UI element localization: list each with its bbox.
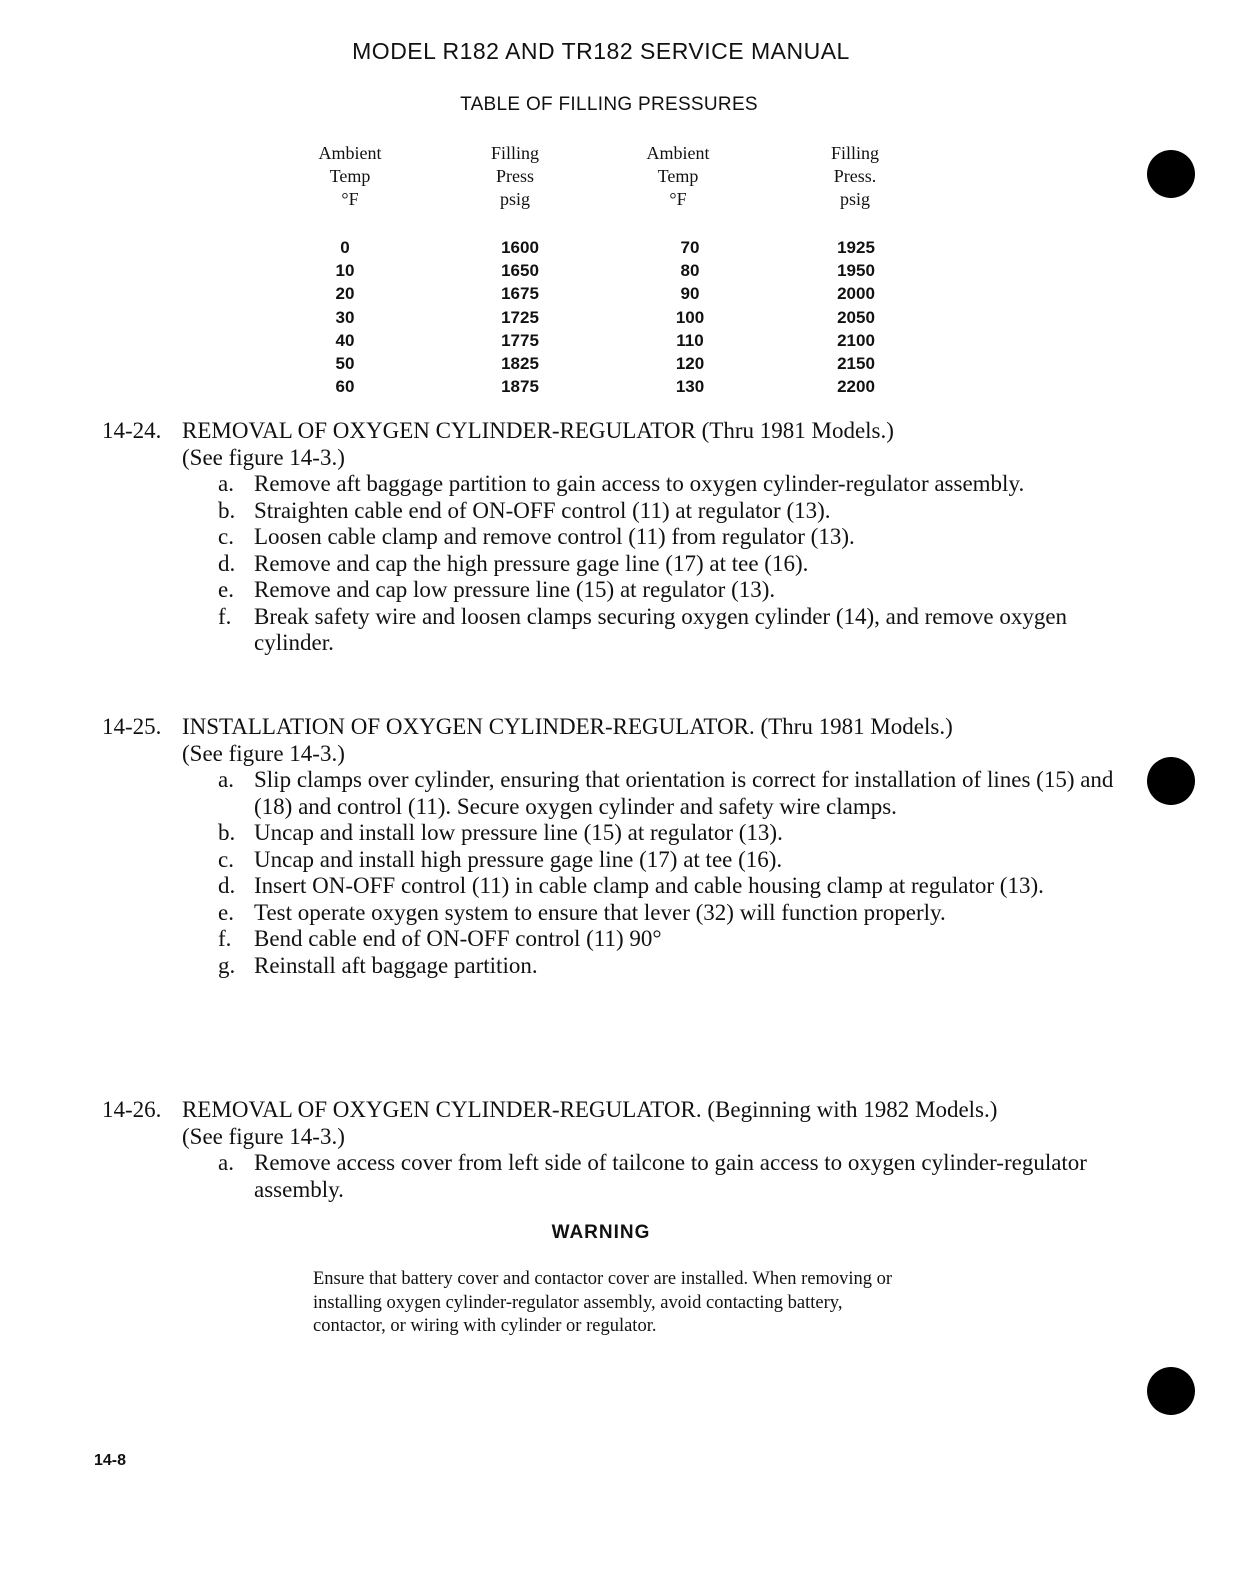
section-number: 14-25. [102,714,162,739]
table-cell: 0 [340,238,350,257]
table-cell: 1925 [837,238,875,257]
table-cell: 80 [680,261,700,281]
section-number: 14-26. [102,1097,162,1122]
table-cell: 10 [335,261,355,281]
step-text: Remove and cap low pressure line (15) at regulator (13). [254,577,776,602]
table-cell: 1650 [501,261,539,281]
table-cell: 2050 [837,307,875,327]
procedure-steps [102,767,1142,979]
section-title: REMOVAL OF OXYGEN CYLINDER-REGULATOR. (Beginning with 1982 Models.) [182,1097,998,1122]
step-text: Test operate oxygen system to ensure that lever (32) will function properly. [254,899,946,925]
procedure-step [102,900,1142,927]
step-letter: g. [218,952,236,978]
section-14-24 [102,418,1142,657]
column-header-line: Filling [830,143,879,163]
step-text: Loosen cable clamp and remove control (11) from regulator (13). [254,524,855,549]
step-text: Slip clamps over cylinder, ensuring that orientation is correct for installation of lines (15) and (18) and control (11). Secure oxygen cylinder and safety wire clamps. [254,767,1114,819]
step-text: Remove access cover from left side of tailcone to gain access to oxygen cylinder-regulator assembly. [254,1150,1087,1202]
procedure-step [102,926,1142,953]
procedure-step [102,498,1142,525]
table-cell: 50 [335,354,355,373]
step-letter: c. [218,846,234,872]
procedure-step [102,873,1142,900]
step-text: Remove aft baggage partition to gain access to oxygen cylinder-regulator assembly. [254,471,1025,496]
figure-reference: (See figure 14-3.) [182,1123,345,1149]
step-letter: a. [218,767,234,792]
table-cell: 2150 [837,354,875,373]
warning-text: Ensure that battery cover and contactor cover are installed. When removing or installing oxygen cylinder-regulator assembly, avoid contacting battery, contactor, or wiring with cylinder or regulator. [313,1269,893,1336]
table-column-header [290,142,410,211]
table-cell: 90 [680,284,700,304]
column-header-line: °F [669,189,687,209]
table-cell: 130 [675,377,705,397]
binder-hole-top [1147,150,1195,198]
table-cell: 1675 [501,284,539,304]
column-header-line: Filling [490,143,539,163]
column-header-line: Temp [329,166,371,186]
procedure-step [102,524,1142,551]
table-cell: 1600 [501,238,539,257]
table-cell: 20 [335,284,355,304]
table-cell: 2200 [837,377,875,397]
procedure-step [102,767,1142,820]
procedure-step [102,471,1142,498]
procedure-step [102,604,1142,657]
column-header-line: Ambient [646,143,710,163]
step-letter: a. [218,471,234,496]
step-text: Break safety wire and loosen clamps securing oxygen cylinder (14), and remove oxygen cylinder. [254,603,1068,655]
section-title: REMOVAL OF OXYGEN CYLINDER-REGULATOR (Thru 1981 Models.) [182,418,894,443]
step-letter: a. [218,1150,234,1175]
step-letter: e. [218,899,234,925]
step-letter: c. [218,524,234,549]
column-header-line: Temp [657,166,699,186]
step-letter: b. [218,497,236,523]
procedure-step [102,1150,1142,1203]
section-title: INSTALLATION OF OXYGEN CYLINDER-REGULATOR. (Thru 1981 Models.) [182,714,953,739]
table-cell: 2000 [837,284,875,304]
section-14-26 [102,1097,1142,1203]
step-letter: e. [218,577,234,602]
procedure-step [102,551,1142,578]
binder-hole-middle [1147,757,1195,805]
procedure-steps [102,1150,1142,1203]
step-text: Remove and cap the high pressure gage line (17) at tee (16). [254,550,809,576]
procedure-step [102,577,1142,604]
step-text: Bend cable end of ON-OFF control (11) 90° [254,926,662,951]
column-header-line: Ambient [318,143,382,163]
procedure-steps [102,471,1142,657]
step-text: Uncap and install low pressure line (15) at regulator (13). [254,820,783,845]
step-text: Reinstall aft baggage partition. [254,952,538,978]
table-cell: 1950 [837,261,875,281]
section-heading [102,714,1142,741]
table-title: TABLE OF FILLING PRESSURES [460,94,758,115]
table-cell: 70 [680,238,700,257]
column-header-line: psig [839,189,870,209]
table-cell: 40 [335,330,355,350]
step-text: Uncap and install high pressure gage line (17) at tee (16). [254,846,783,872]
procedure-step [102,953,1142,980]
column-header-line: Press [495,166,534,186]
table-cell: 1825 [501,354,539,373]
step-letter: b. [218,820,236,845]
table-column-header [618,142,738,211]
column-header-line: psig [499,189,530,209]
step-letter: d. [218,873,236,898]
table-column-header [455,142,575,211]
procedure-step [102,820,1142,847]
step-text: Straighten cable end of ON-OFF control (11) at regulator (13). [254,497,831,523]
section-14-25 [102,714,1142,979]
procedure-step [102,847,1142,874]
section-number: 14-24. [102,418,162,443]
table-cell: 110 [676,330,704,350]
section-heading [102,1097,1142,1124]
table-cell: 30 [335,307,355,327]
step-text: Insert ON-OFF control (11) in cable clamp and cable housing clamp at regulator (13). [254,873,1044,898]
table-cell: 2100 [837,330,875,350]
table-cell: 100 [675,307,705,327]
table-cell: 60 [335,377,355,397]
column-header-line: Press. [833,166,877,186]
table-cell: 1775 [501,330,539,350]
page-number: 14-8 [94,1452,127,1469]
table-column-header [795,142,915,211]
warning-title: WARNING [551,1222,651,1243]
table-cell: 1725 [501,307,539,327]
column-header-line: °F [341,189,359,209]
binder-hole-bottom [1147,1367,1195,1415]
section-heading [102,418,1142,445]
page-header-title: MODEL R182 AND TR182 SERVICE MANUAL [352,38,850,64]
step-letter: f. [218,603,232,629]
figure-reference: (See figure 14-3.) [182,444,345,470]
table-cell: 1875 [501,377,539,397]
step-letter: f. [218,926,232,951]
figure-reference: (See figure 14-3.) [182,740,345,766]
step-letter: d. [218,550,236,576]
table-cell: 120 [675,354,705,373]
